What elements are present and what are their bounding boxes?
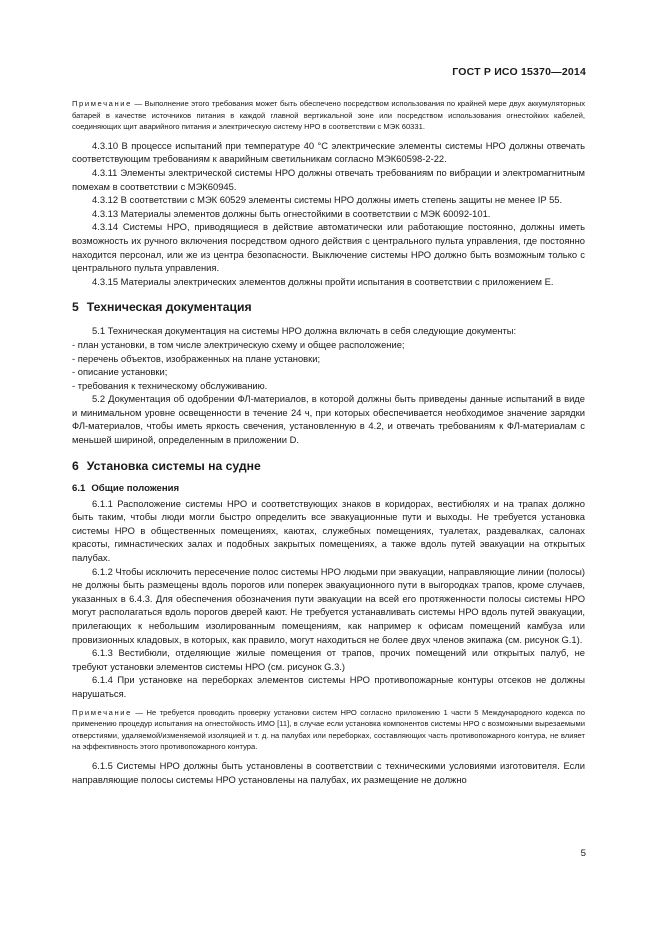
- list-item: - перечень объектов, изображенных на плане установки;: [72, 352, 321, 364]
- section-title: Техническая документация: [86, 300, 252, 315]
- paragraph-5-1: 5.1 Техническая документация на системы НРО должна включать в себя следующие документы:: [92, 325, 517, 337]
- paragraph-4-3-13: 4.3.13 Материалы элементов должны быть огнестойкими в соответствии с МЭК 60092-101.: [92, 207, 491, 219]
- page-number: 5: [580, 848, 586, 859]
- note-text: — Не требуется проводить проверку установки систем НРО согласно приложению 1 части 5 Международного кодекса по применению процедур испытания на огнестойкость ИМО [11], в случае если установка компонентов системы НРО с возможными вырезаемыми отверстиями, удаляемой/изменяемой изоляцией и т. д. на палубах или переборках, составляющих часть противопожарного контура, не влияет на эффективность этого противопожарного контура.: [72, 707, 585, 752]
- paragraph-4-3-11: 4.3.11 Элементы электрической системы НРО должны отвечать требованиям по вибрации и электромагнитным помехам в соответствии с МЭК60945.: [72, 166, 585, 192]
- section-5-heading: [72, 300, 585, 314]
- paragraph-6-1-5: 6.1.5 Системы НРО должны быть установлены в соответствии с техническими условиями изготовителя. Если направляющие полосы системы НРО установлены на палубах, их размещение не должно: [72, 759, 585, 785]
- paragraph-4-3-14: 4.3.14 Системы НРО, приводящиеся в действие автоматически или работающие постоянно, должны иметь возможность их ручного включения посредством одного действия с центрального пульта управления, где постоянно находится персонал, или же из центра безопасности. Выключение системы НРО должно быть возможным только с центрального пульта управления.: [72, 221, 585, 274]
- section-number: 5: [72, 300, 79, 315]
- list-item: - требования к техническому обслуживанию.: [72, 379, 268, 391]
- document-header: ГОСТ Р ИСО 15370—2014: [452, 66, 586, 78]
- paragraph-6-1-4: 6.1.4 При установке на переборках элементов системы НРО противопожарные контуры отсеков не должны нарушаться.: [72, 674, 585, 699]
- section-6-heading: [72, 459, 585, 473]
- paragraph-4-3-12: 4.3.12 В соответствии с МЭК 60529 элементы системы НРО должны иметь степень защиты не менее IP 55.: [92, 194, 563, 206]
- paragraph-4-3-15: 4.3.15 Материалы электрических элементов должны пройти испытания в соответствии с приложением Е.: [92, 275, 554, 287]
- paragraph-6-1-3: 6.1.3 Вестибюли, отделяющие жилые помещения от трапов, прочих помещений или открытых палуб, не требуют установки элементов системы НРО (см. рисунок G.3.): [72, 647, 585, 672]
- paragraph-5-2: 5.2 Документация об одобрении ФЛ-материалов, в которой должны быть приведены данные испытаний в виде и минимальном уровне освещенности в течение 24 ч, при которых обеспечивается необходимое значение зарядки ФЛ-материалов, чтобы иметь яркость свечения, установленную в 4.2, и отвечать требованиям к ФЛ-материалам с меньшей шириной, определенным в приложении D.: [72, 393, 585, 446]
- note-block: [72, 707, 585, 753]
- subsection-6-1-heading: [72, 483, 585, 494]
- page-content: [72, 98, 585, 786]
- subsection-number: 6.1: [72, 482, 86, 494]
- section-title: Установка системы на судне: [86, 458, 261, 473]
- subsection-title: Общие положения: [91, 482, 180, 494]
- paragraph-6-1-1: 6.1.1 Расположение системы НРО и соответствующих знаков в коридорах, вестибюлях и на трапах должно быть таким, чтобы люди могли быстро определить все эвакуационные пути и выходы. Не требуется установка системы НРО в общественных помещениях, каютах, служебных помещениях, туалетах, раздевалках, салонах красоты, гимнастических залах и подобных закрытых помещениях, а также вдоль путей эвакуации на открытых палубах.: [72, 497, 585, 564]
- note-lead: Примечание: [72, 707, 132, 717]
- paragraph-4-3-10: 4.3.10 В процессе испытаний при температуре 40 °C электрические элементы системы НРО должны отвечать соответствующим требованиям к аварийным светильникам согласно МЭК60598-2-22.: [72, 139, 585, 165]
- paragraph-6-1-2: 6.1.2 Чтобы исключить пересечение полос системы НРО людьми при эвакуации, направляющие линии (полосы) не должны быть размещены вдоль порогов или поперек эвакуационного пути в выгородках трапов, кроме случаев, указанных в 6.4.3. Для обеспечения обозначения пути эвакуации на всей его протяженности полосы системы НРО могут располагаться вдоль порогов дверей кают. Не требуется устанавливать системы НРО вдоль путей эвакуации, прилегающих к небольшим изолированным помещениям, как например к офисам помещений камбуза или провизионных кладовых, в которых, как правило, могут находиться не более двух членов экипажа (см. рисунок G.1).: [72, 565, 585, 645]
- note-block: [72, 98, 585, 133]
- section-number: 6: [72, 458, 79, 473]
- note-lead: Примечание: [72, 99, 132, 108]
- list-item: - описание установки;: [72, 366, 168, 378]
- list-item: - план установки, в том числе электрическую схему и общее расположение;: [72, 338, 405, 350]
- note-text: — Выполнение этого требования может быть обеспечено посредством использования по крайней мере двух аккумуляторных батарей в качестве источников питания в каждой главной вертикальной зоне или посредством использования огнестойких кабелей, соединяющих щит аварийного питания и электрическую систему НРО в соответствии с МЭК 60331.: [72, 99, 585, 132]
